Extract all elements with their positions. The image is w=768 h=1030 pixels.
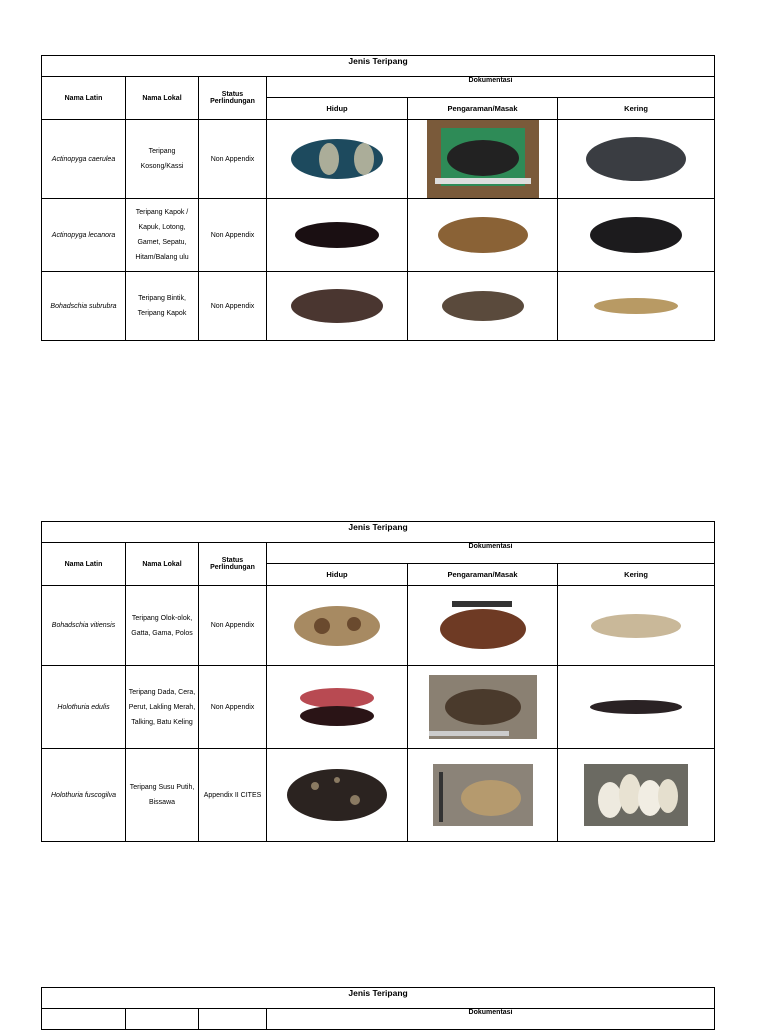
sea-cucumber-live-image <box>285 766 389 824</box>
header-nama-lokal: Nama Lokal <box>126 77 199 120</box>
header-nama-lokal: Nama Lokal <box>126 543 199 586</box>
photo-live <box>267 199 408 272</box>
header-pengaraman: Pengaraman/Masak <box>408 98 558 120</box>
photo-dried <box>558 272 715 341</box>
local-name: Teripang Olok-olok, Gatta, Gama, Polos <box>126 586 199 666</box>
sea-cucumber-dried-image <box>591 292 681 320</box>
table-row <box>42 199 715 272</box>
latin-name: Holothuria edulis <box>42 666 126 749</box>
latin-name: Holothuria fuscogilva <box>42 749 126 842</box>
sea-cucumber-processed-image <box>427 120 539 198</box>
local-name: Teripang Bintik, Teripang Kapok <box>126 272 199 341</box>
protection-status: Non Appendix <box>199 272 267 341</box>
header-status: Status Perlindungan <box>199 77 267 120</box>
protection-status: Non Appendix <box>199 120 267 199</box>
photo-processed <box>408 272 558 341</box>
sea-cucumber-dried-image <box>588 606 684 646</box>
table-row <box>42 749 715 842</box>
local-name: Teripang Dada, Cera, Perut, Lakling Merah, Talking, Batu Keling <box>126 666 199 749</box>
header-status: Status Perlindungan <box>199 543 267 586</box>
table-title: Jenis Teripang <box>42 522 715 543</box>
sea-cucumber-dried-image <box>584 133 688 185</box>
header-kering: Kering <box>558 98 715 120</box>
header-nama-latin: Nama Latin <box>42 543 126 586</box>
protection-status: Non Appendix <box>199 199 267 272</box>
header-nama-latin: Nama Latin <box>42 77 126 120</box>
header-dokumentasi: Dokumentasi <box>267 1009 715 1030</box>
sea-cucumber-dried-image <box>587 213 685 257</box>
photo-dried <box>558 120 715 199</box>
sea-cucumber-processed-image <box>433 764 533 826</box>
header-dokumentasi: Dokumentasi <box>267 543 715 564</box>
sea-cucumber-live-image <box>292 219 382 251</box>
photo-processed <box>408 666 558 749</box>
sea-cucumber-processed-image <box>438 601 528 651</box>
sea-cucumber-live-image <box>297 685 377 729</box>
latin-name: Bohadschia subrubra <box>42 272 126 341</box>
sea-cucumber-dried-image <box>588 695 684 719</box>
header-kering: Kering <box>558 564 715 586</box>
sea-cucumber-dried-image <box>584 764 688 826</box>
photo-live <box>267 749 408 842</box>
table-title: Jenis Teripang <box>42 988 715 1009</box>
photo-dried <box>558 749 715 842</box>
header-status-cell <box>199 1009 267 1030</box>
teripang-table-2 <box>41 521 715 842</box>
photo-dried <box>558 199 715 272</box>
photo-live <box>267 120 408 199</box>
header-pengaraman: Pengaraman/Masak <box>408 564 558 586</box>
sea-cucumber-processed-image <box>440 286 526 326</box>
local-name: Teripang Kapok / Kapuk, Lotong, Gamet, Sepatu, Hitam/Balang ulu <box>126 199 199 272</box>
local-name: Teripang Susu Putih, Bissawa <box>126 749 199 842</box>
table-title: Jenis Teripang <box>42 56 715 77</box>
sea-cucumber-processed-image <box>436 214 530 256</box>
header-dokumentasi: Dokumentasi <box>267 77 715 98</box>
sea-cucumber-live-image <box>289 286 385 326</box>
sea-cucumber-live-image <box>289 134 385 184</box>
photo-processed <box>408 586 558 666</box>
photo-live <box>267 586 408 666</box>
sea-cucumber-processed-image <box>429 675 537 739</box>
photo-live <box>267 272 408 341</box>
photo-processed <box>408 199 558 272</box>
photo-live <box>267 666 408 749</box>
photo-processed <box>408 749 558 842</box>
header-nama-lokal-cell <box>126 1009 199 1030</box>
table-row <box>42 120 715 199</box>
table-row <box>42 586 715 666</box>
latin-name: Actinopyga caerulea <box>42 120 126 199</box>
latin-name: Actinopyga lecanora <box>42 199 126 272</box>
sea-cucumber-live-image <box>292 604 382 648</box>
photo-dried <box>558 586 715 666</box>
photo-processed <box>408 120 558 199</box>
protection-status: Non Appendix <box>199 666 267 749</box>
header-nama-latin-cell <box>42 1009 126 1030</box>
protection-status: Non Appendix <box>199 586 267 666</box>
photo-dried <box>558 666 715 749</box>
protection-status: Appendix II CITES <box>199 749 267 842</box>
local-name: Teripang Kosong/Kassi <box>126 120 199 199</box>
teripang-table-1 <box>41 55 715 341</box>
latin-name: Bohadschia vitiensis <box>42 586 126 666</box>
table-row <box>42 272 715 341</box>
header-hidup: Hidup <box>267 98 408 120</box>
header-hidup: Hidup <box>267 564 408 586</box>
table-row <box>42 666 715 749</box>
